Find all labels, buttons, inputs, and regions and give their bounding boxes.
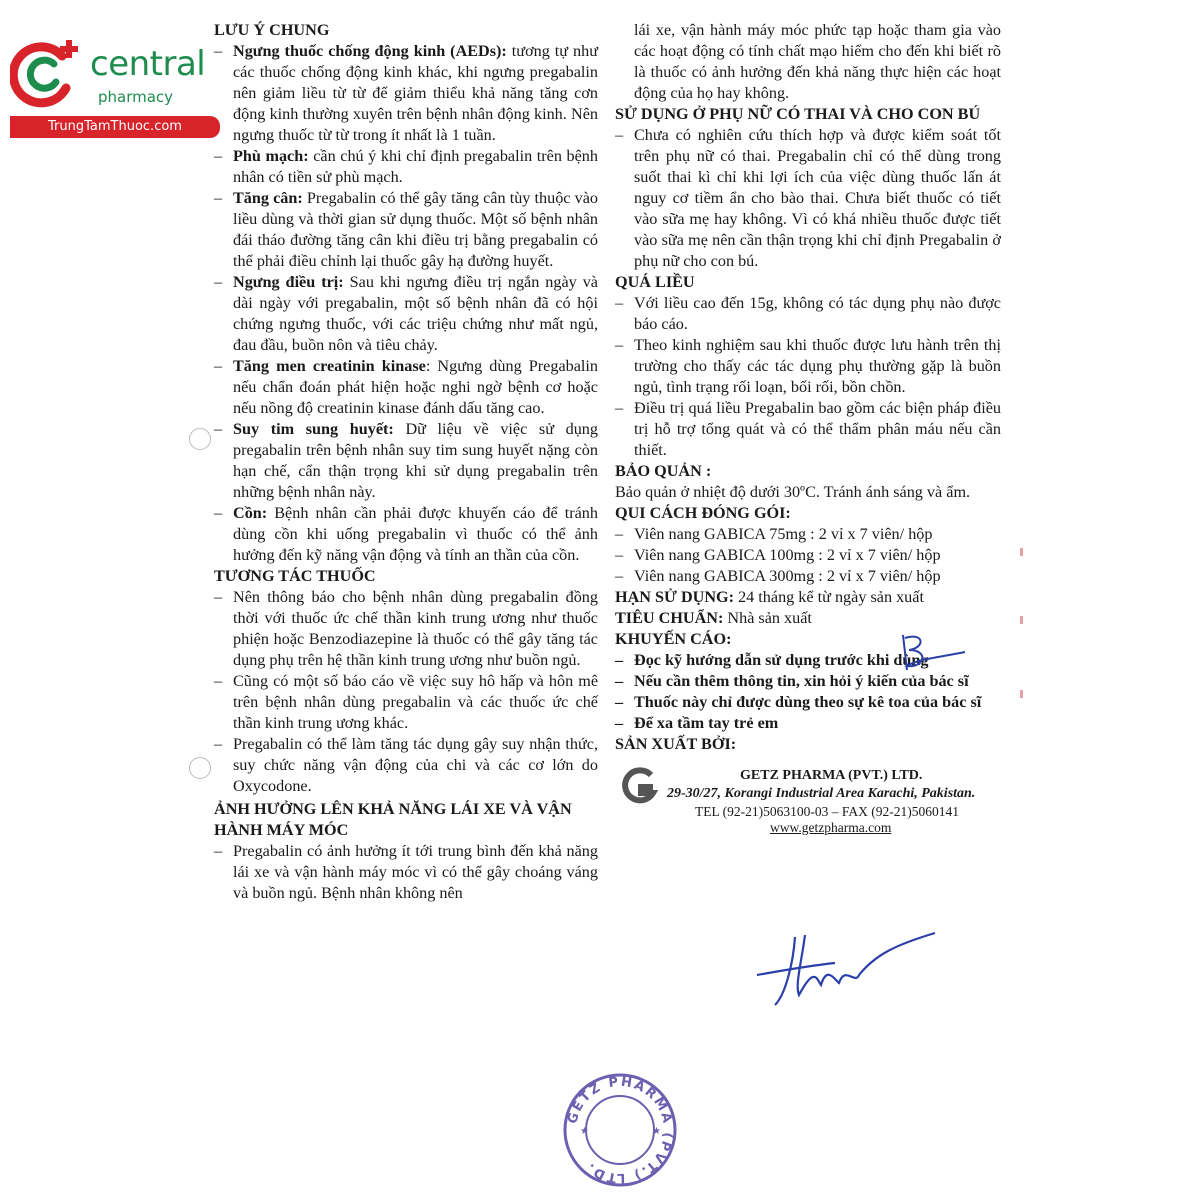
list-item: – Với liều cao đến 15g, không có tác dụng phụ nào được báo cáo. [615,293,1001,335]
list-item: – Pregabalin có thể làm tăng tác dụng gây suy nhận thức, suy chức năng vận động của chi và các cơ lớn do Oxycodone. [214,734,598,797]
heading-warnings: KHUYẾN CÁO: [615,630,732,648]
list-item: – Chưa có nghiên cứu thích hợp và được kiểm soát tốt trên phụ nữ có thai. Pregabalin chỉ có thể dùng trong suốt thai kì chỉ khi lợi ích của việc dùng thuốc lấn át nguy cơ tiềm ẩn cho bào thai. Chưa biết thuốc có tiết vào sữa mẹ hay không. Vì có khá nhiều thuốc được tiết vào sữa mẹ nên cần thận trọng khi chỉ định Pregabalin ở phụ nữ cho con bú. [615,125,1001,272]
list-item: – Ngưng thuốc chống động kinh (AEDs): tương tự như các thuốc chống động kinh khác, khi ngưng pregabalin nên giảm liều từ từ để giảm thiểu khả năng tăng cơn động kinh thường xuyên trên bệnh nhân động kinh. Nên ngưng thuốc từ từ trong ít nhất là 1 tuần. [214,41,598,146]
list-item: – Ngưng điều trị: Sau khi ngưng điều trị ngắn ngày và dài ngày với pregabalin, một số bệnh nhân đã có hội chứng ngưng thuốc, với các triệu chứng như mất ngủ, đau đầu, buồn nôn và tiêu chảy. [214,272,598,356]
svg-text:★: ★ [580,1126,589,1137]
list-item: – Pregabalin có ảnh hưởng ít tới trung bình đến khả năng lái xe và vận hành máy móc vì có thể gây choáng váng và buồn ngủ. Bệnh nhân không nên [214,841,598,904]
brand-name: central [90,44,206,84]
brand-sub: pharmacy [98,88,174,106]
heading-overdose: QUÁ LIỀU [615,273,695,291]
interactions-list [214,587,598,797]
heading-pregnancy: SỬ DỤNG Ở PHỤ NỮ CÓ THAI VÀ CHO CON BÚ [615,105,981,123]
margin-mark [1020,690,1023,698]
heading-manufacturer: SẢN XUẤT BỞI: [615,735,737,753]
margin-mark [1020,548,1023,556]
driving-continued: lái xe, vận hành máy móc phức tạp hoặc tham gia vào các hoạt động có tính chất mạo hiểm cho đến khi biết rõ là thuốc có ảnh hưởng đến khả năng thực hiện các hoạt động của họ hay không. [634,21,1001,102]
shelf-life: HẠN SỬ DỤNG: 24 tháng kể từ ngày sản xuất [615,588,924,606]
heading-driving: ẢNH HƯỞNG LÊN KHẢ NĂNG LÁI XE VÀ VẬN HÀNH MÁY MÓC [214,800,572,839]
driving-list [214,841,598,904]
margin-mark [1020,616,1023,624]
svg-text:★: ★ [652,1126,661,1137]
manufacturer-phone: TEL (92-21)5063100-03 – FAX (92-21)5060141 [695,804,959,819]
pharmacy-cross-icon [10,34,90,114]
left-column [214,20,598,904]
storage-text: Bảo quản ở nhiệt độ dưới 30ºC. Tránh ánh sáng và ẩm. [615,483,971,501]
heading-interactions: TƯƠNG TÁC THUỐC [214,567,376,585]
manufacturer-web[interactable]: www.getzpharma.com [770,820,892,835]
punch-hole [189,428,211,450]
list-item: – Viên nang GABICA 300mg : 2 vỉ x 7 viên/ hộp [615,566,1001,587]
general-notes-list [214,41,598,566]
list-item: – Thuốc này chỉ được dùng theo sự kê toa của bác sĩ [615,692,1001,713]
list-item: – Tăng cân: Pregabalin có thể gây tăng cân tùy thuộc vào liều dùng và thời gian sử dụng thuốc. Một số bệnh nhân đái tháo đường tăng cân khi điều trị bằng pregabalin có thể phải điều chỉnh lại thuốc gây hạ đường huyết. [214,188,598,272]
manufacturer-block [615,765,1001,835]
site-link[interactable]: TrungTamThuoc.com [10,116,220,138]
punch-hole [189,757,211,779]
getz-logo-icon [621,767,659,805]
pregnancy-list [615,125,1001,272]
list-item: – Nên thông báo cho bệnh nhân dùng pregabalin đồng thời với thuốc ức chế thần kinh trung ương như thuốc phiện hoặc Benzodiazepine là thuốc có thể gây tăng tác dụng phụ trên hệ thần kinh trung ương như buồn ngủ. [214,587,598,671]
list-item: – Nếu cần thêm thông tin, xin hỏi ý kiến của bác sĩ [615,671,1001,692]
manufacturer-name: GETZ PHARMA (PVT.) LTD. [740,768,923,783]
list-item: – Theo kinh nghiệm sau khi thuốc được lưu hành trên thị trường cho thấy các tác dụng phụ thường gặp là buồn ngủ, tình trạng rối loạn, bối rối, bồn chồn. [615,335,1001,398]
list-item: – Cồn: Bệnh nhân cần phải được khuyến cáo để tránh dùng cồn khi uống pregabalin vì thuốc có thể ảnh hưởng đến kỹ năng vận động và tính an thần của cồn. [214,503,598,566]
list-item: – Suy tim sung huyết: Dữ liệu về việc sử dụng pregabalin trên bệnh nhân suy tim sung huyết nặng còn hạn chế, cẩn thận trọng khi sử dụng pregabalin trên những bệnh nhân này. [214,419,598,503]
list-item: – Phù mạch: cần chú ý khi chỉ định pregabalin trên bệnh nhân có tiền sử phù mạch. [214,146,598,188]
standard: TIÊU CHUẨN: Nhà sản xuất [615,609,812,627]
central-pharmacy-logo[interactable] [10,34,215,139]
list-item: – Viên nang GABICA 75mg : 2 vỉ x 7 viên/ hộp [615,524,1001,545]
manufacturer-address: 29-30/27, Korangi Industrial Area Karachi, Pakistan. [667,786,976,801]
list-item: – Để xa tầm tay trẻ em [615,713,1001,734]
heading-storage: BẢO QUẢN : [615,462,712,480]
list-item: – Viên nang GABICA 100mg : 2 vỉ x 7 viên/ hộp [615,545,1001,566]
list-item: – Tăng men creatinin kinase: Ngưng dùng Pregabalin nếu chẩn đoán phát hiện hoặc nghi ngờ bệnh cơ hoặc nếu nồng độ creatinin kinase đánh dấu tăng cao. [214,356,598,419]
stamp-text: GETZ PHARMA (PVT.) LTD. [565,1074,676,1186]
list-item: – Đọc kỹ hướng dẫn sử dụng trước khi dùng [615,650,1001,671]
list-item: – Điều trị quá liều Pregabalin bao gồm các biện pháp điều trị hỗ trợ tổng quát và có thể thẩm phân máu nếu cần thiết. [615,398,1001,461]
right-column [615,20,1001,835]
signature-initials-icon [895,630,975,680]
heading-packaging: QUI CÁCH ĐÓNG GÓI: [615,504,791,522]
list-item: – Cũng có một số báo cáo về việc suy hô hấp và hôn mê trên bệnh nhân dùng pregabalin và các thuốc ức chế thần kinh trung ương khác. [214,671,598,734]
overdose-list [615,293,1001,461]
packaging-list [615,524,1001,587]
company-stamp [560,1070,680,1190]
signature-icon [755,925,945,1020]
heading-general-notes: LƯU Ý CHUNG [214,21,330,39]
